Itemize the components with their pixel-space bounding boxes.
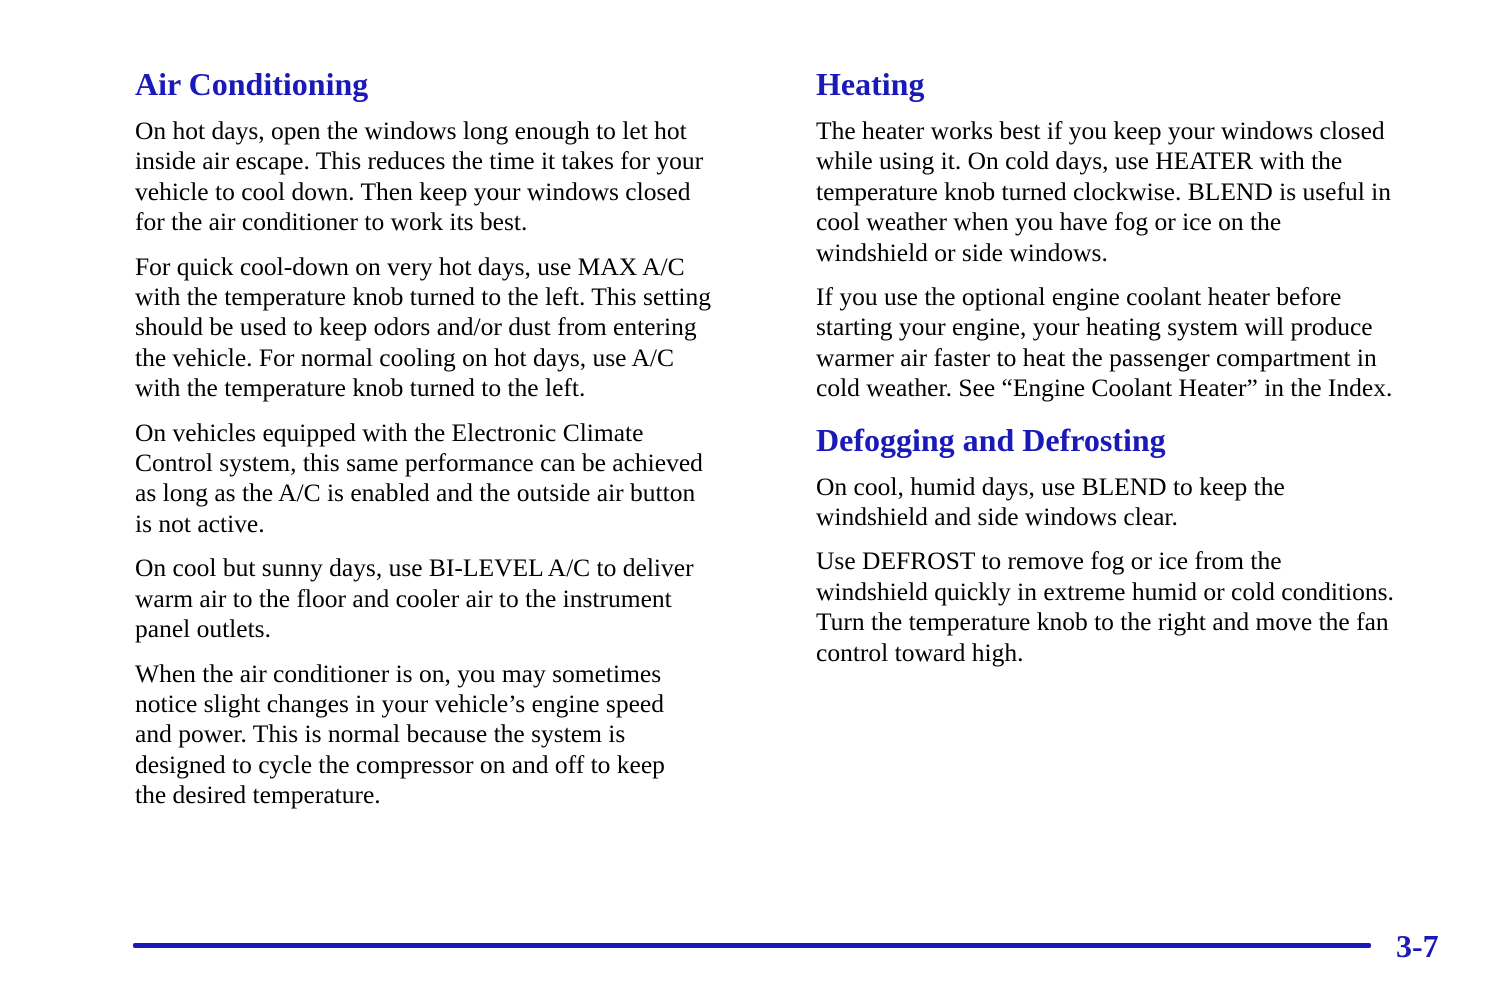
text-line: Control system, this same performance can be achieved: [135, 448, 703, 478]
text-line: cool weather when you have fog or ice on the: [816, 207, 1282, 237]
text-line: The heater works best if you keep your windows closed: [816, 116, 1385, 145]
paragraph-ac-4: [135, 553, 775, 644]
text-line: with the temperature knob turned to the left.: [135, 373, 586, 403]
paragraph-defog-2: [816, 546, 1456, 668]
text-line: the vehicle. For normal cooling on hot days, use A/C: [135, 342, 674, 372]
text-line: notice slight changes in your vehicle’s engine speed: [135, 688, 664, 718]
text-line: On vehicles equipped with the Electronic Climate: [135, 417, 644, 447]
text-line: is not active.: [135, 508, 265, 538]
text-line: On cool, humid days, use BLEND to keep the: [816, 471, 1285, 501]
paragraph-ac-1: [135, 116, 775, 238]
right-column: [816, 62, 1456, 668]
paragraph-heating-2: [816, 282, 1456, 404]
text-line: while using it. On cold days, use HEATER with the: [816, 146, 1343, 176]
text-line: starting your engine, your heating system will produce: [816, 312, 1373, 342]
left-column: [135, 62, 775, 811]
text-line: For quick cool‑down on very hot days, use MAX A/C: [135, 251, 685, 281]
text-line: On hot days, open the windows long enough to let hot: [135, 116, 687, 145]
section-heading-heating: Heating: [816, 66, 925, 102]
footer-rule: [133, 943, 1371, 948]
section-heading-air-conditioning: Air Conditioning: [135, 66, 369, 102]
text-line: windshield or side windows.: [816, 237, 1108, 267]
text-line: as long as the A/C is enabled and the outside air button: [135, 478, 696, 508]
text-line: control toward high.: [816, 637, 1024, 667]
text-line: When the air conditioner is on, you may sometimes: [135, 658, 662, 688]
text-line: inside air escape. This reduces the time it takes for your: [135, 146, 704, 176]
paragraph-defog-1: [816, 472, 1456, 533]
section-heading-defogging-defrosting: Defogging and Defrosting: [816, 421, 1166, 458]
text-line: panel outlets.: [135, 614, 271, 644]
paragraph-ac-3: [135, 418, 775, 540]
text-line: should be used to keep odors and/or dust from entering: [135, 312, 697, 342]
text-line: vehicle to cool down. Then keep your windows closed: [135, 176, 691, 206]
text-line: for the air conditioner to work its best.: [135, 207, 528, 237]
text-line: Turn the temperature knob to the right and move the fan: [816, 607, 1389, 637]
text-line: and power. This is normal because the system is: [135, 719, 626, 749]
text-line: cold weather. See “Engine Coolant Heater” in the Index.: [816, 373, 1393, 403]
paragraph-ac-2: [135, 252, 775, 404]
text-line: the desired temperature.: [135, 780, 381, 810]
text-line: Use DEFROST to remove fog or ice from the: [816, 546, 1282, 576]
paragraph-heating-1: [816, 116, 1456, 268]
text-line: temperature knob turned clockwise. BLEND is useful in: [816, 176, 1392, 206]
text-line: designed to cycle the compressor on and off to keep: [135, 749, 665, 779]
paragraph-ac-5: [135, 659, 775, 811]
text-line: On cool but sunny days, use BI‑LEVEL A/C to deliver: [135, 553, 694, 583]
text-line: windshield and side windows clear.: [816, 502, 1178, 532]
text-line: with the temperature knob turned to the left. This setting: [135, 282, 711, 312]
text-line: warmer air faster to heat the passenger compartment in: [816, 342, 1377, 372]
text-line: windshield quickly in extreme humid or cold conditions.: [816, 576, 1394, 606]
text-line: warm air to the floor and cooler air to the instrument: [135, 583, 672, 613]
page-number: 3-7: [1396, 928, 1439, 964]
text-line: If you use the optional engine coolant heater before: [816, 282, 1342, 312]
